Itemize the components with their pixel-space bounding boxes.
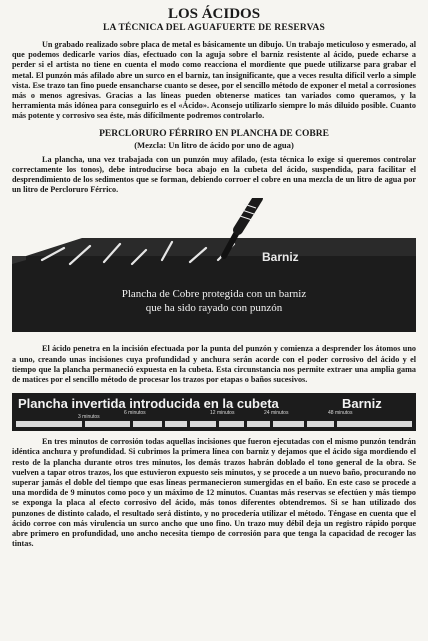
time-label-6: 6 minutos xyxy=(124,410,146,417)
section-paragraph: La plancha, una vez trabajada con un punzón muy afilado, (esta técnica lo exige si queremos controlar correctamente los tonos), debe introducirse boca abajo en la cubeta del ácido, suspendida, para facilitar el desprendimiento de los sedimentos que se forman, debiendo corroer el cobre en una mezcla de un litro de agua por un litro de Percloruro Férrico. xyxy=(12,154,416,195)
page-title: LOS ÁCIDOS xyxy=(167,6,261,22)
time-label-3: 3 minutos xyxy=(78,414,100,421)
plate-top-face xyxy=(26,238,416,256)
time-label-48: 48 minutos xyxy=(328,410,353,417)
section-subtitle: (Mezcla: Un litro de ácido por uno de agua) xyxy=(134,139,294,150)
figure2-title: Plancha invertida introducida en la cubeta xyxy=(18,396,279,412)
inverted-plate-illustration xyxy=(12,393,416,431)
plate-drawing xyxy=(12,198,416,340)
paragraph-4: En tres minutos de corrosión todas aquellas incisiones que fueron ejecutadas con el mismo punzón tendrán idéntica anchura y profundidad. Si cubrimos la primera línea con barniz y dejamos que el ácido siga mordiendo el resto de la plancha durante otros tres minutos, los demás trazos habrán doblado el tono general de la obra. Se vuelven a tapar otros trazos, los que estuvieron expuesto seis minutos, y se procede a un nuevo baño, procurando no superar jamás el doble del tiempo que esas líneas permanecieron sumergidas en el baño. En este caso se procede a una mordida de 9 minutos como poco y un máximo de 12 minutos. Cuantas más reservas se efectúen y más tiempo se exponga la placa al efecto corrosivo del ácido, más tonos diferentes obtendremos. Si se han utilizado dos punzones de distinto calado, el resultado será distinto, y no procedería utilizar el método. Téngase en cuenta que el ácido corroe con más virulencia un surco ancho que uno fino. Un trazo muy débil deja un registro rápido porque abre primero en profundidad, uno ancho necesita tiempo de corrosión para que tenga la capacidad de recoger las tintas. xyxy=(12,437,416,549)
page-subtitle: LA TÉCNICA DEL AGUAFUERTE DE RESERVAS xyxy=(102,23,326,33)
copper-plate-illustration xyxy=(12,198,416,340)
time-label-24: 24 minutos xyxy=(264,410,289,417)
time-label-12: 12 minutos xyxy=(210,410,235,417)
intro-paragraph: Un grabado realizado sobre placa de metal es básicamente un dibujo. Un trabajo meticuloso y esmerado, al que podemos dedicarle varios días, efectuado con la aguja sobre el barniz resistente al ácido, puede echarse a perder si el artista no tiene en cuenta el modo como reacciona el mordiente que puede utilizarse para grabar el metal. El punzón más afilado abre un surco en el barniz, tan insignificante, que a veces resulta difícil verlo a simple vista. Ese trazo tan fino puede ensancharse cuanto se desee, por el sencillo método de exponer el metal a corrosiones más o menos agresivas. Gracias a las líneas pueden obtenerse matices tan variados como queramos, y la herramienta más idónea para conseguirlo es el «Ácido». Aconsejo utilizarlo siempre lo más diluido posible. Cuanto más potente y corrosivo sea éste, más difícilmente podremos controlarlo. xyxy=(12,40,416,121)
paragraph-3: El ácido penetra en la incisión efectuada por la punta del punzón y comienza a desprender los átomos uno a uno, creando unas incisiones cuya profundidad y anchura serán acorde con el poder corrosivo del ácido y el tiempo que la plancha permaneció expuesta en la cubeta. Esta circunstancia nos permite extraer una amplia gama de matices por el sencillo método de procesar los trazos por etapas o baños sucesivos. xyxy=(12,344,416,385)
figure-caption-line1: Plancha de Cobre protegida con un barniz xyxy=(121,288,307,301)
figure-caption-line2: que ha sido rayado con punzón xyxy=(145,302,283,315)
barniz-label: Barniz xyxy=(262,250,299,265)
incision-marks xyxy=(12,417,416,429)
section-title: PERCLORURO FÉRRIRO EN PLANCHA DE COBRE xyxy=(99,128,329,139)
figure2-barniz-label: Barniz xyxy=(342,396,382,412)
